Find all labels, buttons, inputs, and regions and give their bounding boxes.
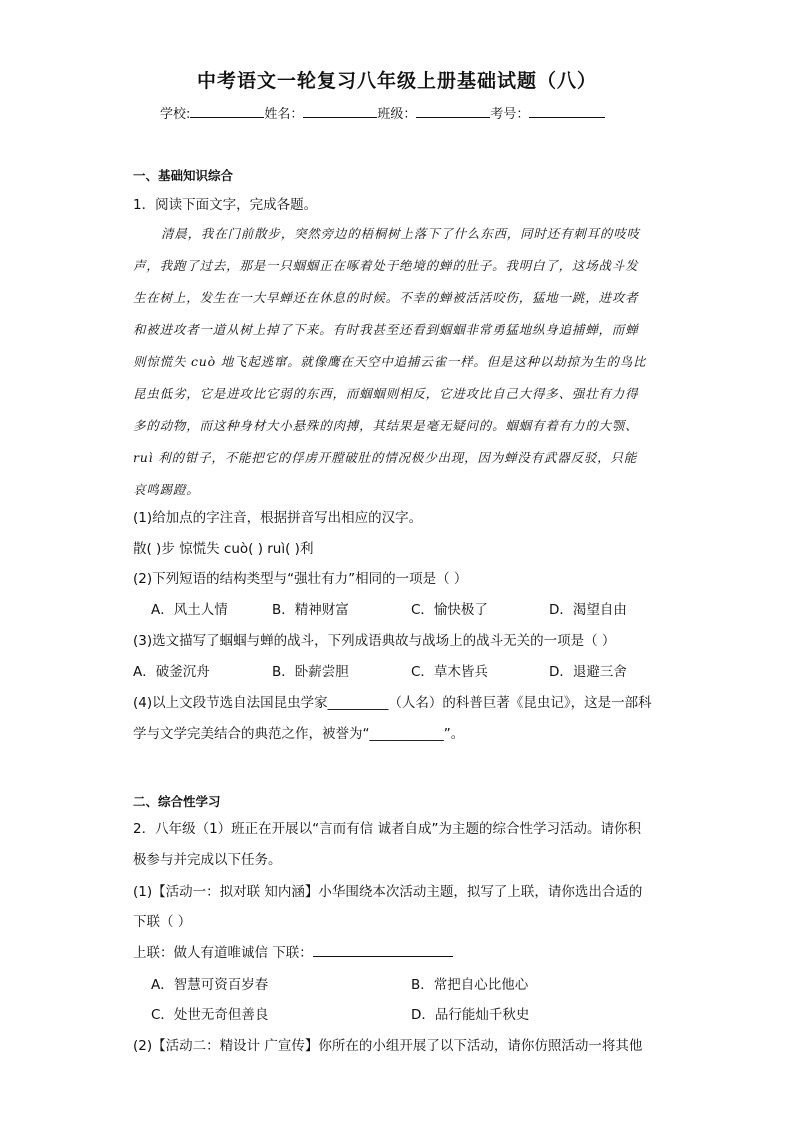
name-blank xyxy=(303,105,377,118)
passage-line: 多的动物，而这种身材大小悬殊的肉搏，其结果是毫无疑问的。蝈蝈有着有力的大颚、 xyxy=(133,418,639,433)
q1-sub2-option-c: C．愉快极了 xyxy=(411,602,488,618)
student-info-line xyxy=(160,103,605,122)
q2-activity1-option-d: D．品行能灿千秋史 xyxy=(411,1007,530,1023)
passage-line: 哀鸣踢蹬。 xyxy=(133,482,200,497)
q1-stem: 1．阅读下面文字，完成各题。 xyxy=(133,197,318,213)
q2-activity1-option-b: B．常把自心比他心 xyxy=(411,977,529,993)
exam-no-label: 考号： xyxy=(490,107,530,122)
q2-activity2-line: (2)【活动二：精设计 广宣传】你所在的小组开展了以下活动，请你仿照活动一将其他 xyxy=(133,1038,643,1054)
q2-stem-line2: 极参与并完成以下任务。 xyxy=(133,852,282,868)
section1-heading: 一、基础知识综合 xyxy=(133,168,234,183)
q2-activity1-line1: (1)【活动一：拟对联 知内涵】小华围绕本次活动主题，拟写了上联，请你选出合适的 xyxy=(133,884,643,900)
couplet-line xyxy=(133,941,453,961)
q1-sub1-answer-line: 散( )步 惊慌失 cuò( ) ruì( )利 xyxy=(133,541,314,557)
page-title: 中考语文一轮复习八年级上册基础试题（八） xyxy=(196,70,597,92)
passage-line: 清晨，我在门前散步，突然旁边的梧桐树上落下了什么东西，同时还有刺耳的吱吱 xyxy=(161,226,640,241)
q1-sub3: (3)选文描写了蝈蝈与蝉的战斗，下列成语典故与战场上的战斗无关的一项是（ ） xyxy=(133,633,616,649)
passage-line: ruì 利的钳子，不能把它的俘虏开膛破肚的情况极少出现，因为蝉没有武器反驳，只能 xyxy=(133,450,637,465)
name-label: 姓名： xyxy=(264,107,304,122)
q1-sub2: (2)下列短语的结构类型与“强壮有力”相同的一项是（ ） xyxy=(133,571,468,587)
q1-sub2-option-b: B．精神财富 xyxy=(272,602,349,618)
school-label: 学校: xyxy=(160,107,191,122)
q1-sub3-option-a: A．破釜沉舟 xyxy=(133,664,210,680)
school-blank xyxy=(190,105,264,118)
passage-line: 则惊慌失 cuò 地飞起逃窜。就像鹰在天空中追捕云雀一样。但是这种以劫掠为生的鸟比 xyxy=(133,354,647,369)
passage-line: 昆虫低劣，它是进攻比它弱的东西，而蝈蝈则相反，它进攻比自己大得多、强壮有力得 xyxy=(133,386,639,401)
q1-sub4-line1: (4)以上文段节选自法国昆虫学家_________（人名）的科普巨著《昆虫记》，这是一部科 xyxy=(133,695,652,711)
q1-sub2-option-d: D．渴望自由 xyxy=(549,602,627,618)
q2-activity1-option-c: C．处世无奇但善良 xyxy=(151,1007,269,1023)
q2-stem-line1: 2．八年级（1）班正在开展以“言而有信 诚者自成”为主题的综合性学习活动。请你积 xyxy=(133,821,641,837)
q1-sub2-option-a: A．风土人情 xyxy=(151,602,228,618)
q1-sub4-line2: 学与文学完美结合的典范之作，被誉为“___________”。 xyxy=(133,726,465,742)
passage-line: 生在树上，发生在一大早蝉还在休息的时候。不幸的蝉被活活咬伤，猛地一跳，进攻者 xyxy=(133,290,639,305)
q2-activity1-line2: 下联（ ） xyxy=(133,914,192,930)
q1-sub3-option-b: B．卧薪尝胆 xyxy=(272,664,349,680)
passage-line: 和被进攻者一道从树上掉了下来。有时我甚至还看到蝈蝈非常勇猛地纵身追捕蝉，而蝉 xyxy=(133,322,639,337)
q2-activity1-option-a: A．智慧可资百岁春 xyxy=(151,977,269,993)
couplet-text: 上联：做人有道唯诚信 下联： xyxy=(133,945,313,961)
class-label: 班级： xyxy=(377,107,417,122)
second-line-blank xyxy=(313,944,453,957)
q1-sub1: (1)给加点的字注音，根据拼音写出相应的汉字。 xyxy=(133,510,423,526)
passage-line: 声，我跑了过去，那是一只蝈蝈正在啄着处于绝境的蝉的肚子。我明白了，这场战斗发 xyxy=(133,258,639,273)
class-blank xyxy=(416,105,490,118)
exam-no-blank xyxy=(529,105,605,118)
section2-heading: 二、综合性学习 xyxy=(133,794,221,809)
q1-sub3-option-c: C．草木皆兵 xyxy=(411,664,488,680)
q1-sub3-option-d: D．退避三舍 xyxy=(549,664,627,680)
